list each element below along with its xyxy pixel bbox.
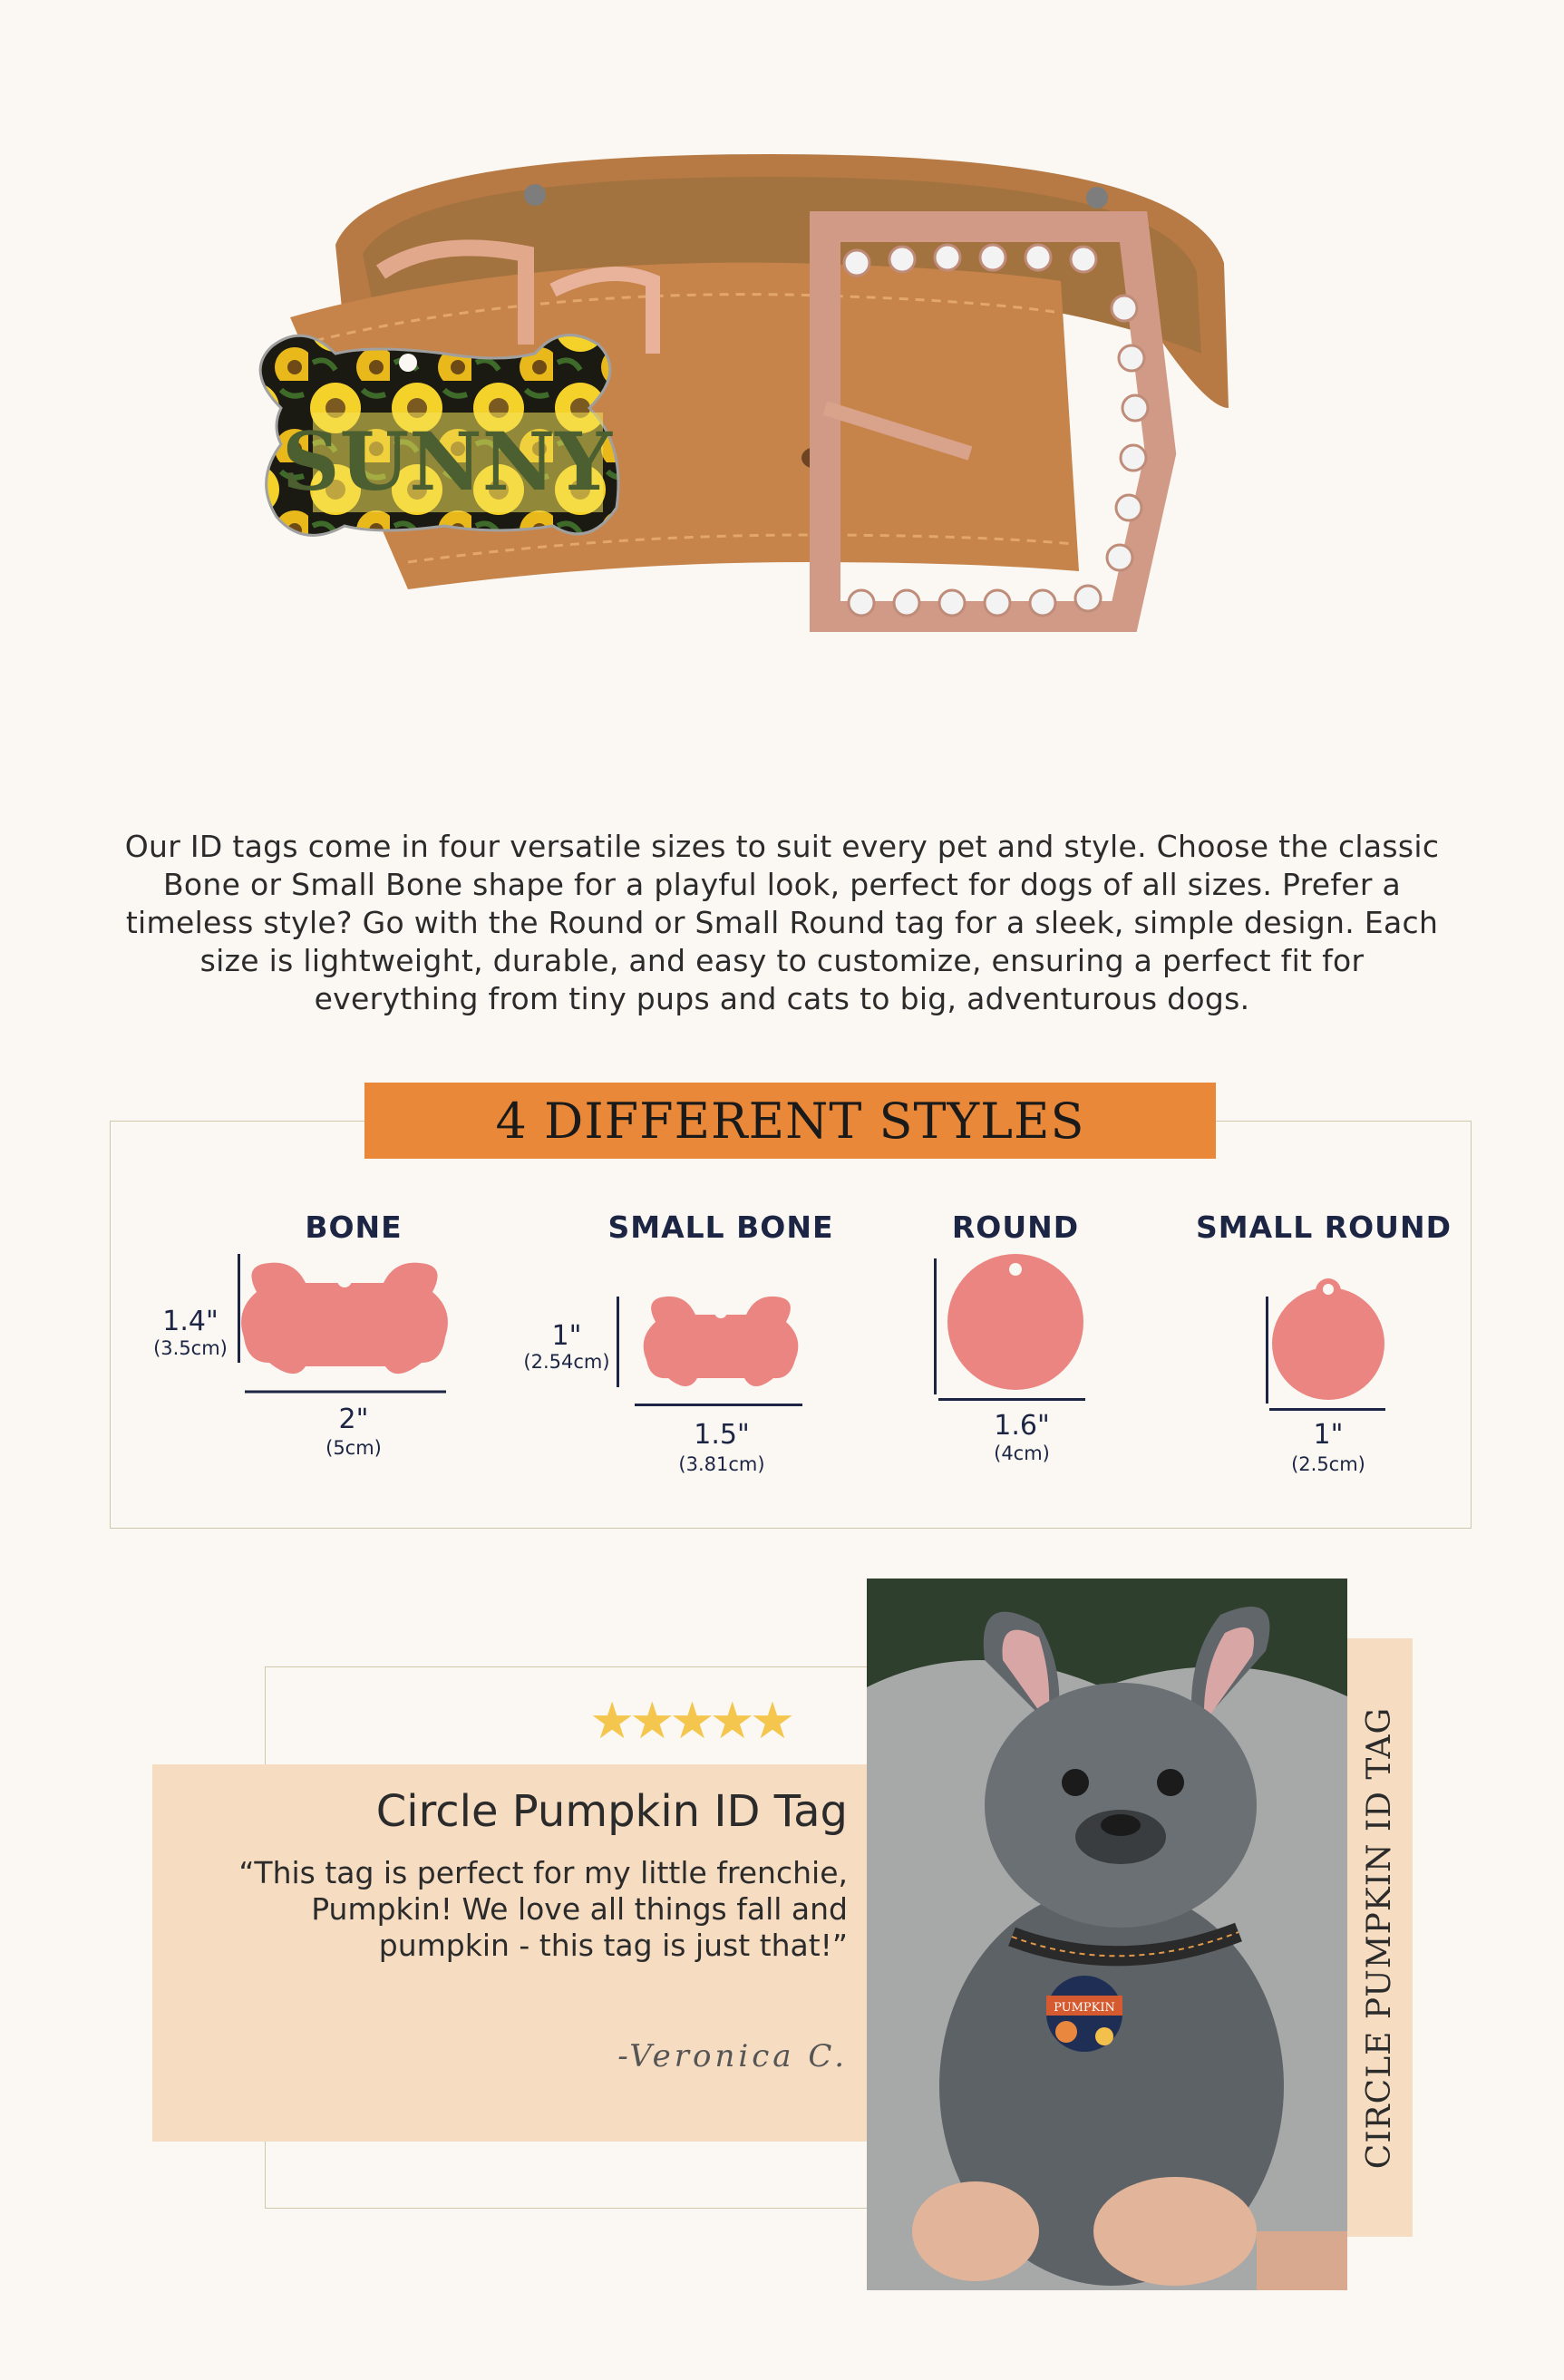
style-title-small-round: SMALL ROUND [1196, 1209, 1452, 1245]
small-round-height-line [1266, 1297, 1268, 1404]
tag-name-text: SUNNY [282, 414, 612, 509]
side-label-text: CIRCLE PUMPKIN ID TAG [1361, 1706, 1399, 2169]
small-bone-width-cm: (3.81cm) [678, 1453, 765, 1475]
bone-tag-icon [231, 1256, 458, 1401]
round-width-line [938, 1398, 1085, 1401]
round-width: 1.6" [994, 1410, 1050, 1442]
small-round-width-cm: (2.5cm) [1291, 1453, 1365, 1475]
collar-product-image [227, 136, 1360, 771]
photo-tag-text: PUMPKIN [1054, 2001, 1115, 2015]
style-title-bone: BONE [305, 1209, 403, 1245]
side-label [1347, 1638, 1413, 2237]
round-width-cm: (4cm) [994, 1443, 1050, 1464]
review-quote: “This tag is perfect for my little frenchie, Pumpkin! We love all things fall and pumpkin - this tag is just that!” [238, 1855, 848, 1963]
style-title-small-bone: SMALL BONE [607, 1209, 834, 1245]
small-bone-height: 1" [551, 1320, 582, 1352]
bone-height-line [238, 1254, 240, 1363]
small-round-tag-icon [1260, 1269, 1396, 1405]
style-title-round: ROUND [951, 1209, 1080, 1245]
small-bone-width: 1.5" [694, 1419, 750, 1451]
small-bone-height-cm: (2.54cm) [523, 1351, 610, 1373]
dog-photo [867, 1579, 1347, 2290]
small-bone-tag-icon [630, 1287, 811, 1414]
bone-height: 1.4" [162, 1306, 219, 1337]
styles-heading: 4 DIFFERENT STYLES [364, 1083, 1216, 1159]
small-bone-height-line [617, 1297, 619, 1387]
intro-paragraph: Our ID tags come in four versatile sizes to suit every pet and style. Choose the classic Bone or Small Bone shape for a playful look, perfect for dogs of all sizes. Prefer a timeless style? Go with the Round or Small Round tag for a sleek, simple design. Each size is lightweight, durable, and easy to customize, ensuring a perfect fit for everything from tiny pups and cats to big, adventurous dogs. [124, 829, 1440, 1016]
review-author: -Veronica C. [617, 2038, 848, 2074]
small-bone-width-line [635, 1404, 802, 1406]
review-title: Circle Pumpkin ID Tag [375, 1786, 848, 1837]
round-tag-icon [934, 1251, 1088, 1405]
bone-width: 2" [338, 1404, 369, 1435]
round-height-line [934, 1258, 937, 1394]
rating-stars: ★★★★★ [589, 1692, 791, 1751]
small-round-width: 1" [1313, 1419, 1344, 1451]
small-round-width-line [1269, 1408, 1385, 1411]
bone-height-cm: (3.5cm) [153, 1337, 228, 1359]
bone-width-cm: (5cm) [325, 1437, 382, 1459]
